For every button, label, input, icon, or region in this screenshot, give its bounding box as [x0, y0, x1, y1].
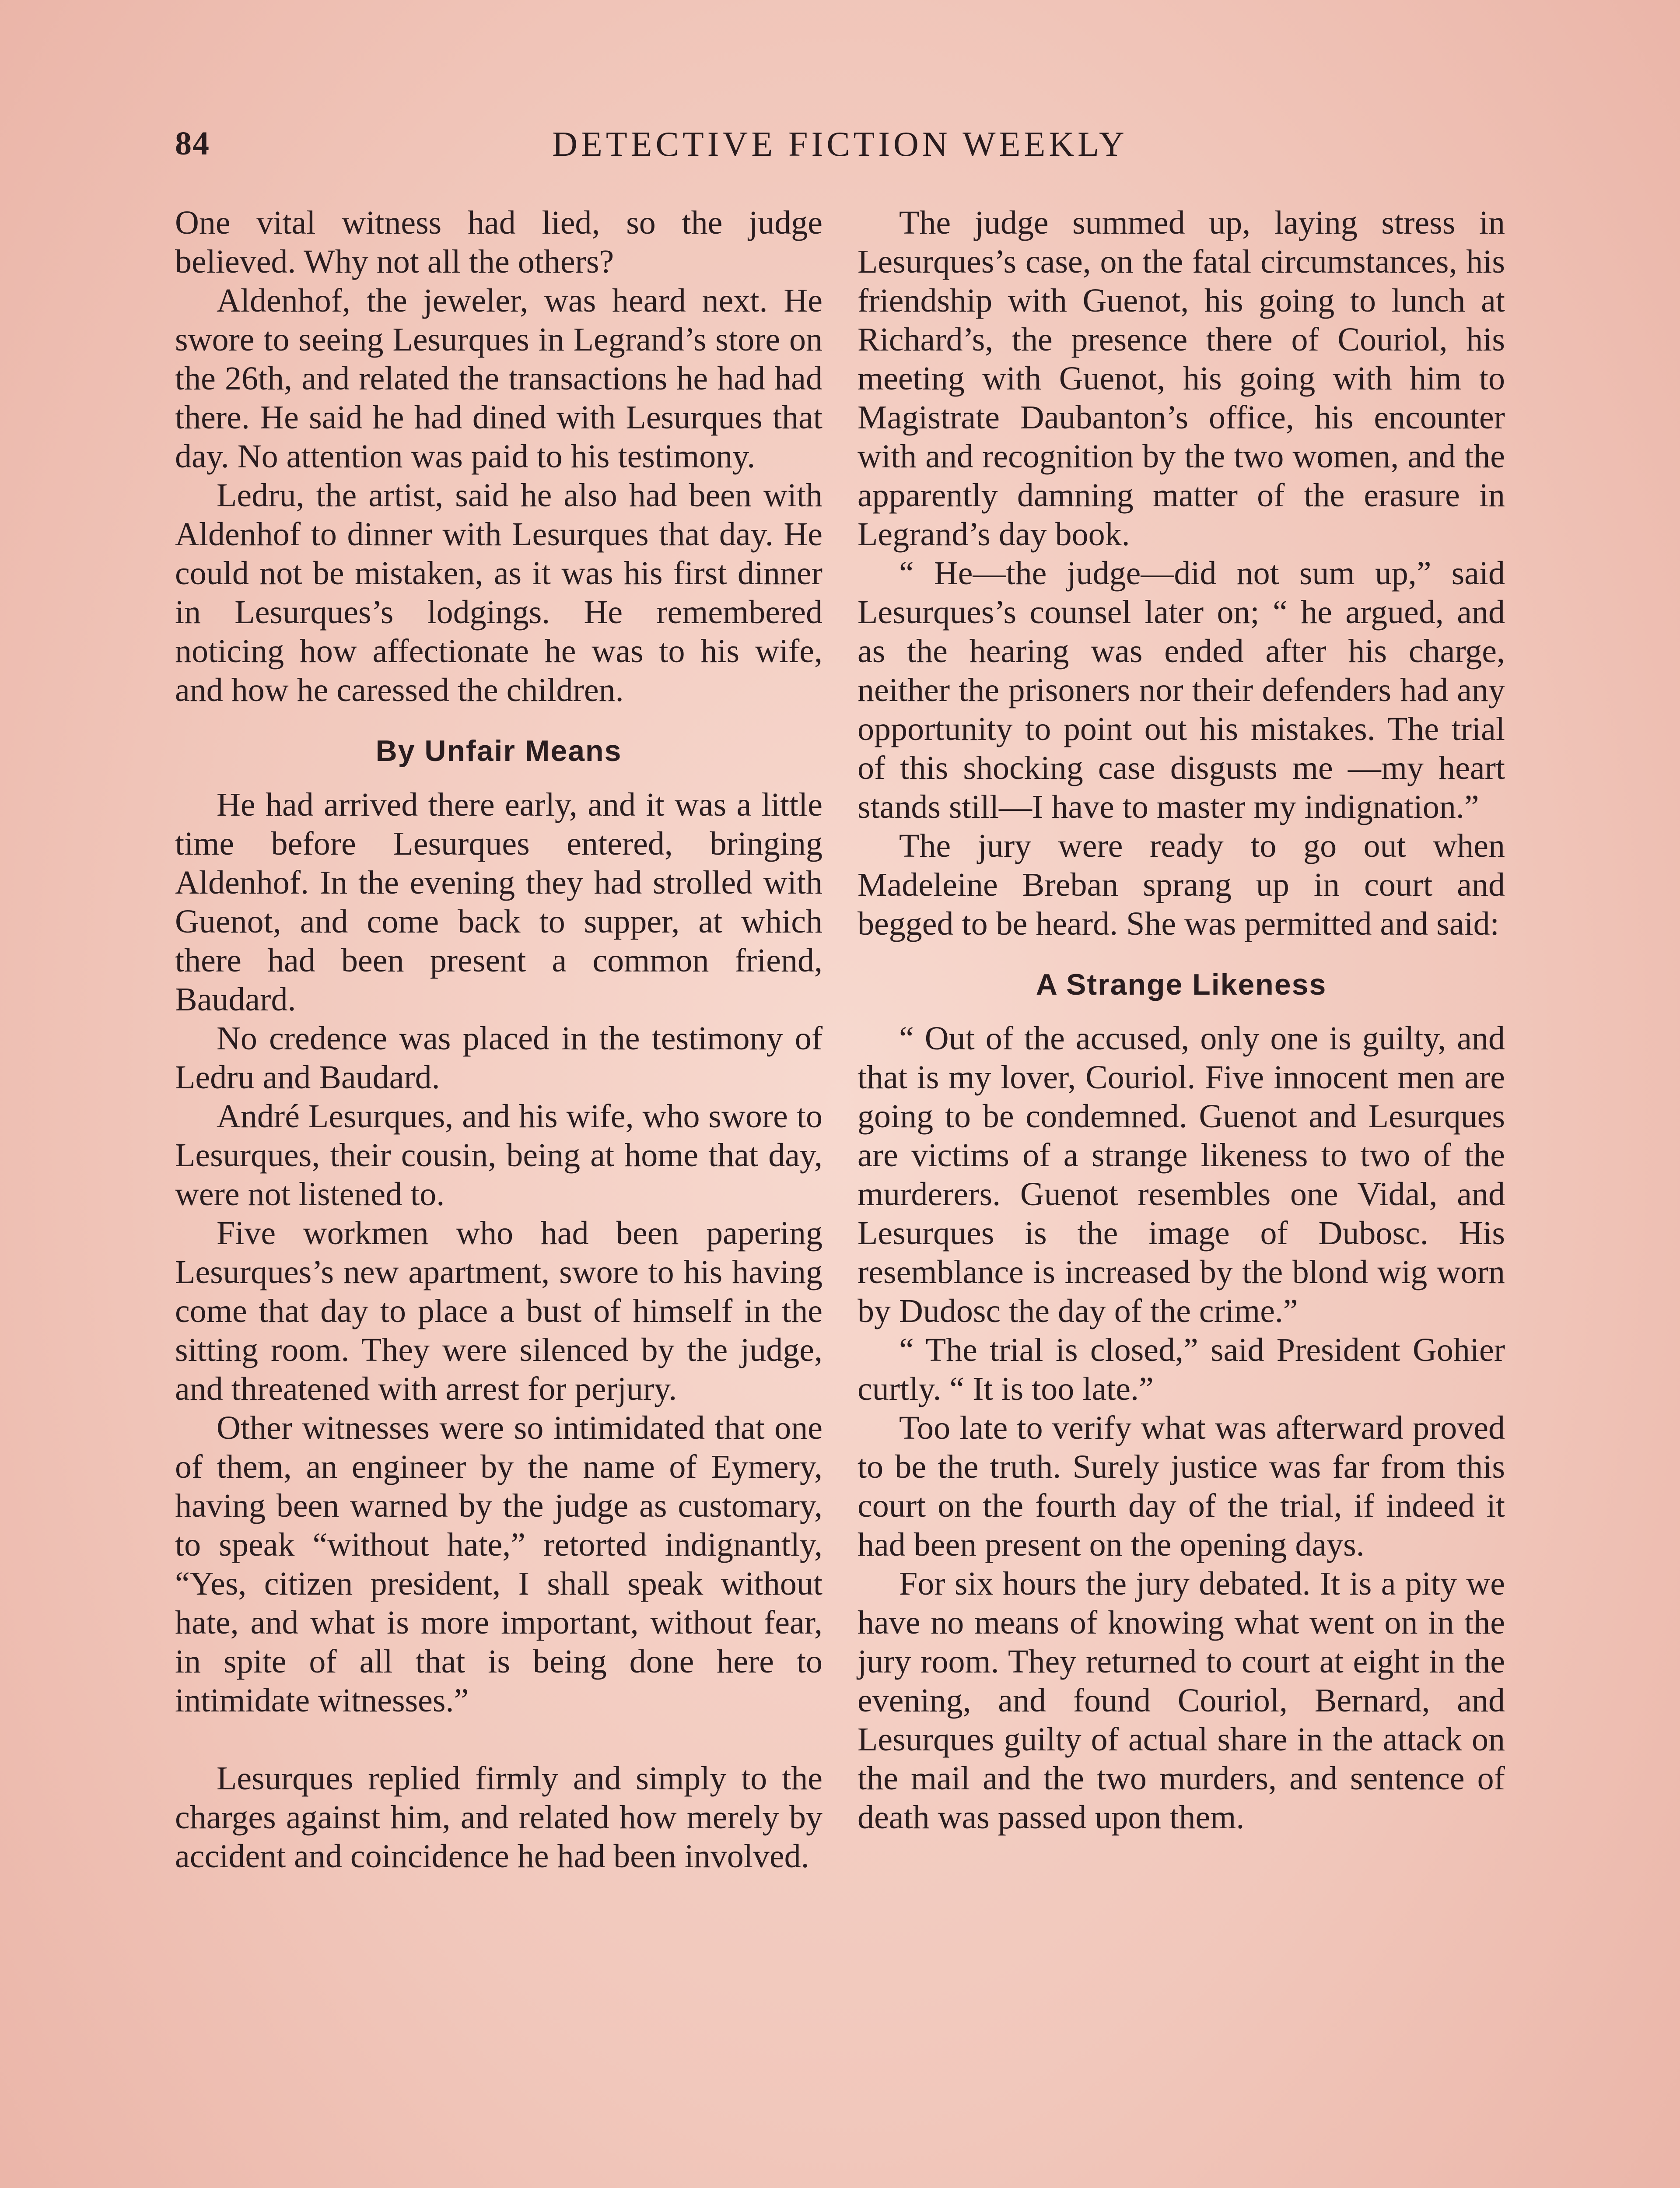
paragraph-gap [175, 1720, 822, 1759]
left-column [175, 203, 822, 1876]
right-paragraph-1: The judge summed up, laying stress in Lesurques’s case, on the fatal circumstances, his friendship with Guenot, his going to lunch at Richard’s, the presence there of Couriol, his meeting with Guenot, his going with him to Magistrate Daubanton’s office, his encounter with and recognition by the two women, and the apparently damning matter of the erasure in Legrand’s day book. [858, 204, 1505, 553]
left-paragraph-1: One vital witness had lied, so the judge believed. Why not all the others? [175, 204, 822, 280]
left-paragraph-9: Lesurques replied firmly and simply to the charges against him, and related how merely by accident and coincidence he had been involved. [175, 1760, 822, 1875]
right-column [858, 203, 1505, 1837]
left-paragraph-4: He had arrived there early, and it was a little time before Lesurques entered, bringing Aldenhof. In the evening they had strolled with Guenot, and come back to supper, at which there had been present a common friend, Baudard. [175, 786, 822, 1018]
page-number: 84 [175, 125, 210, 162]
left-paragraph-6: André Lesurques, and his wife, who swore to Lesurques, their cousin, being at home that day, were not listened to. [175, 1098, 822, 1213]
running-title: DETECTIVE FICTION WEEKLY [552, 125, 1128, 164]
right-paragraph-3: The jury were ready to go out when Madeleine Breban sprang up in court and begged to be heard. She was permitted and said: [858, 828, 1505, 942]
left-paragraph-8: Other witnesses were so intimidated that one of them, an engineer by the name of Eymery, having been warned by the judge as customary, to speak “without hate,” retorted indignantly, “Yes, citizen president, I shall speak without hate, and what is more important, without fear, in spite of all that is being done here to intimidate witnesses.” [175, 1410, 822, 1719]
right-paragraph-5: “ The trial is closed,” said President Gohier curtly. “ It is too late.” [858, 1332, 1505, 1407]
right-paragraph-7: For six hours the jury debated. It is a pity we have no means of knowing what went on in the jury room. They returned to court at eight in the evening, and found Couriol, Bernard, and Lesurques guilty of actual share in the attack on the mail and the two murders, and sentence of death was passed upon them. [858, 1565, 1505, 1836]
right-paragraph-6: Too late to verify what was afterward proved to be the truth. Surely justice was far from this court on the fourth day of the trial, if indeed it had been present on the opening days. [858, 1410, 1505, 1563]
left-paragraph-3: Ledru, the artist, said he also had been with Aldenhof to dinner with Lesurques that day. He could not be mistaken, as it was his first dinner in Lesurques’s lodgings. He remembered noticing how affectionate he was to his wife, and how he caressed the children. [175, 477, 822, 708]
section-heading-strange-likeness: A Strange Likeness [1036, 968, 1327, 1001]
right-paragraph-4: “ Out of the accused, only one is guilty, and that is my lover, Couriol. Five innocent men are going to be condemned. Guenot and Lesurques are victims of a strange likeness to two of the murderers. Guenot resembles one Vidal, and Lesurques is the image of Dubosc. His resemblance is increased by the blond wig worn by Dudosc the day of the crime.” [858, 1020, 1505, 1329]
page-header [175, 125, 1505, 173]
left-paragraph-7: Five workmen who had been papering Lesurques’s new apartment, swore to his having come that day to place a bust of himself in the sitting room. They were silenced by the judge, and threatened with arrest for perjury. [175, 1215, 822, 1407]
right-paragraph-2: “ He—the judge—did not sum up,” said Lesurques’s counsel later on; “ he argued, and as the hearing was ended after his charge, neither the prisoners nor their defenders had any opportunity to point out his mistakes. The trial of this shocking case disgusts me —my heart stands still—I have to master my indignation.” [858, 555, 1505, 825]
left-paragraph-5: No credence was placed in the testimony of Ledru and Baudard. [175, 1020, 822, 1096]
section-heading-unfair-means: By Unfair Means [375, 734, 622, 768]
left-paragraph-2: Aldenhof, the jeweler, was heard next. He swore to seeing Lesurques in Legrand’s store on the 26th, and related the transactions he had had there. He said he had dined with Lesurques that day. No attention was paid to his testimony. [175, 282, 822, 475]
